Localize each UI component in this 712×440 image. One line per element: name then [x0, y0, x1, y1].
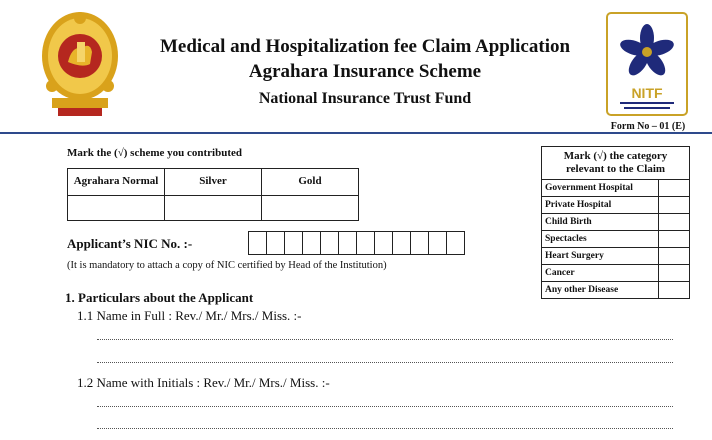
scheme-table: [67, 168, 359, 221]
nic-digit-box[interactable]: [302, 231, 321, 255]
nic-digit-box[interactable]: [410, 231, 429, 255]
category-checkbox[interactable]: [659, 248, 690, 265]
header-divider: [0, 132, 712, 134]
category-label: Any other Disease: [542, 282, 659, 299]
category-checkbox[interactable]: [659, 231, 690, 248]
nic-digit-box[interactable]: [392, 231, 411, 255]
scheme-agrahara-normal-header: Agrahara Normal: [68, 169, 165, 196]
scheme-gold-checkbox[interactable]: [262, 196, 359, 221]
nic-input-boxes[interactable]: [248, 231, 464, 255]
category-checkbox[interactable]: [659, 214, 690, 231]
name-in-full-line-1[interactable]: [97, 339, 673, 340]
category-checkbox[interactable]: [659, 197, 690, 214]
national-emblem-logo: [38, 6, 122, 118]
organization-name: National Insurance Trust Fund: [258, 90, 472, 107]
form-title: Medical and Hospitalization fee Claim Application: [159, 36, 571, 57]
category-checkbox[interactable]: [659, 265, 690, 282]
nic-digit-box[interactable]: [428, 231, 447, 255]
nic-digit-box[interactable]: [284, 231, 303, 255]
nic-digit-box[interactable]: [248, 231, 267, 255]
nic-label: Applicant’s NIC No. :-: [67, 236, 193, 251]
scheme-name: Agrahara Insurance Scheme: [248, 61, 482, 82]
name-with-initials-line-2[interactable]: [97, 428, 673, 429]
category-checkbox[interactable]: [659, 180, 690, 197]
nic-digit-box[interactable]: [338, 231, 357, 255]
category-label: Heart Surgery: [542, 248, 659, 265]
nic-digit-box[interactable]: [356, 231, 375, 255]
form-number: Form No – 01 (E): [610, 121, 686, 132]
category-label: Child Birth: [542, 214, 659, 231]
scheme-agrahara-normal-checkbox[interactable]: [68, 196, 165, 221]
name-in-full-line-2[interactable]: [97, 362, 673, 363]
category-checkbox[interactable]: [659, 282, 690, 299]
nic-digit-box[interactable]: [446, 231, 465, 255]
claim-category-table: [541, 146, 690, 299]
category-label: Government Hospital: [542, 180, 659, 197]
scheme-instruction: Mark the (√) scheme you contributed: [67, 147, 242, 159]
nic-digit-box[interactable]: [374, 231, 393, 255]
particulars-heading: 1. Particulars about the Applicant: [65, 290, 254, 305]
nic-digit-box[interactable]: [266, 231, 285, 255]
category-label: Cancer: [542, 265, 659, 282]
scheme-gold-header: Gold: [262, 169, 359, 196]
nitf-logo-text: NITF: [631, 85, 663, 101]
category-label: Private Hospital: [542, 197, 659, 214]
name-with-initials-label: 1.2 Name with Initials : Rev./ Mr./ Mrs./ Miss. :-: [77, 375, 330, 390]
scheme-silver-checkbox[interactable]: [165, 196, 262, 221]
nitf-logo: [606, 12, 688, 116]
nic-mandatory-note: (It is mandatory to attach a copy of NIC certified by Head of the Institution): [67, 260, 387, 271]
category-label: Spectacles: [542, 231, 659, 248]
nic-digit-box[interactable]: [320, 231, 339, 255]
name-with-initials-line-1[interactable]: [97, 406, 673, 407]
name-in-full-label: 1.1 Name in Full : Rev./ Mr./ Mrs./ Miss. :-: [77, 308, 302, 323]
scheme-silver-header: Silver: [165, 169, 262, 196]
category-header: Mark (√) the category relevant to the Claim: [542, 147, 690, 180]
